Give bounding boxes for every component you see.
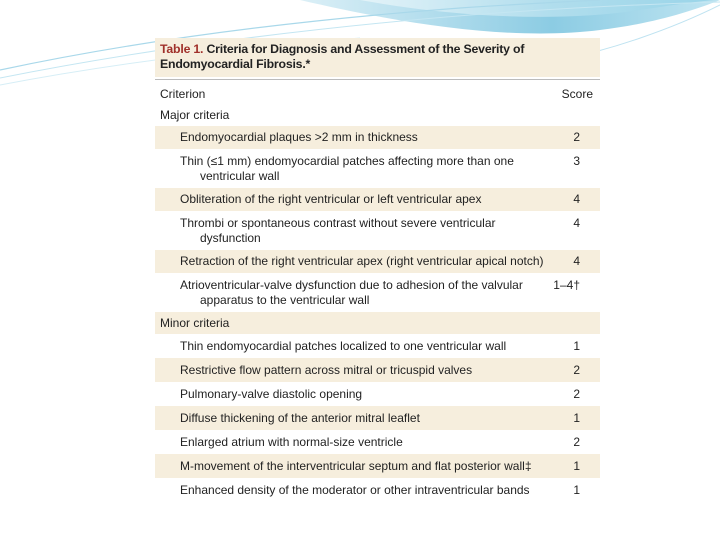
column-header-score: Score: [561, 87, 593, 101]
score-value: 3: [573, 154, 580, 168]
table-title-text: Criteria for Diagnosis and Assessment of the Severity of Endomyocardial Fibrosis.*: [160, 42, 525, 71]
score-value: 4: [573, 192, 580, 206]
table-row: [155, 358, 600, 382]
table-row: [155, 149, 600, 188]
table-row: [155, 250, 600, 273]
table-title: [155, 38, 600, 77]
table-row: [155, 382, 600, 406]
criterion-text: Enhanced density of the moderator or other intraventricular bands: [180, 483, 530, 497]
table-header: [155, 79, 600, 104]
column-header-criterion: Criterion: [160, 87, 206, 101]
table-row: [155, 126, 600, 149]
table-row: [155, 454, 600, 478]
score-value: 4: [573, 254, 580, 268]
table-row: [155, 273, 600, 312]
group-label-major: Major criteria: [155, 104, 600, 126]
score-value: 2: [573, 363, 580, 377]
score-value: 1: [573, 483, 580, 497]
score-value: 4: [573, 216, 580, 230]
table-row: [155, 478, 600, 502]
criteria-table: [155, 38, 600, 510]
score-value: 2: [573, 387, 580, 401]
criterion-text: Thin (≤1 mm) endomyocardial patches affecting more than one: [180, 154, 514, 168]
criterion-text: Retraction of the right ventricular apex (right ventricular apical notch): [180, 254, 544, 268]
criterion-text: Diffuse thickening of the anterior mitral leaflet: [180, 411, 420, 425]
score-value: 1: [573, 411, 580, 425]
criterion-text: Obliteration of the right ventricular or left ventricular apex: [180, 192, 482, 206]
table-row: [155, 188, 600, 211]
criterion-text-continued: dysfunction: [200, 231, 261, 245]
criterion-text-continued: apparatus to the ventricular wall: [200, 293, 370, 307]
criterion-text: Thrombi or spontaneous contrast without severe ventricular: [180, 216, 496, 230]
table-row: [155, 334, 600, 358]
table-label: Table 1.: [160, 42, 204, 56]
criterion-text: Pulmonary-valve diastolic opening: [180, 387, 363, 401]
score-value: 1–4†: [553, 278, 580, 292]
criterion-text-continued: ventricular wall: [200, 169, 280, 183]
score-value: 2: [573, 435, 580, 449]
criterion-cell: [180, 216, 550, 246]
score-value: 1: [573, 459, 580, 473]
table-row: [155, 406, 600, 430]
criterion-cell: [180, 278, 550, 308]
criterion-cell: [180, 154, 550, 184]
score-value: 1: [573, 339, 580, 353]
criterion-text: Enlarged atrium with normal-size ventricle: [180, 435, 403, 449]
table-row: [155, 430, 600, 454]
criterion-text: Restrictive flow pattern across mitral or tricuspid valves: [180, 363, 473, 377]
score-value: 2: [573, 130, 580, 144]
criterion-text: Atrioventricular-valve dysfunction due to adhesion of the valvular: [180, 278, 523, 292]
table-row: [155, 211, 600, 250]
criterion-text: M-movement of the interventricular septum and flat posterior wall‡: [180, 459, 532, 473]
group-label-minor: Minor criteria: [155, 312, 600, 334]
criterion-text: Endomyocardial plaques >2 mm in thickness: [180, 130, 418, 144]
criterion-text: Thin endomyocardial patches localized to one ventricular wall: [180, 339, 507, 353]
